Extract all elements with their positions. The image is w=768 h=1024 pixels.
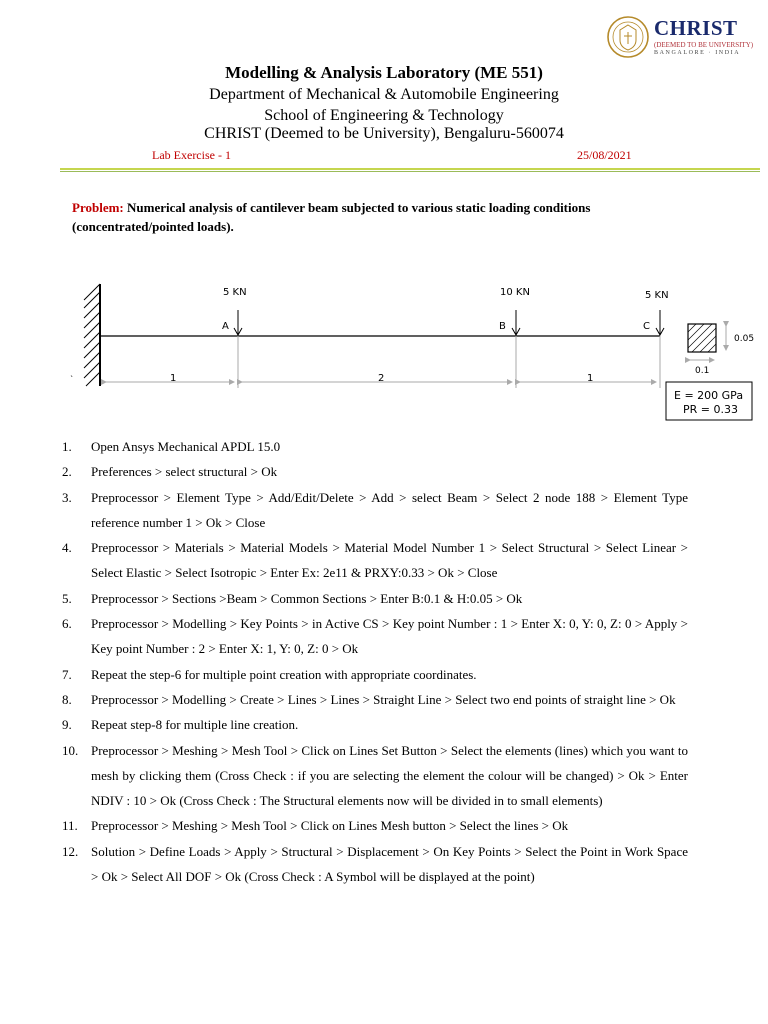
header-divider	[60, 168, 760, 170]
span-2-label: 2	[378, 373, 385, 384]
step-item: 2. Preferences > select structural > Ok	[62, 464, 278, 480]
load-b	[499, 287, 530, 335]
step-item: 9. Repeat step-8 for multiple line creation.	[62, 717, 299, 733]
load-b-point: B	[499, 321, 506, 332]
step-item: 7. Repeat the step-6 for multiple point creation with appropriate coordinates.	[62, 666, 477, 682]
load-a-point: A	[222, 321, 229, 332]
material-e: E = 200 GPa	[674, 389, 744, 402]
step-item: 6. Preprocessor > Modelling > Key Points > in Active CS > Key point Number : 1 > Enter X: 0, Y: 0, Z: 0 > Apply > Key point Number : 2 > Enter X: 1, Y: 0, Z: 0 > Ok	[62, 616, 688, 657]
cross-section	[688, 324, 726, 360]
problem-statement	[72, 198, 702, 236]
logo-wordmark: CHRIST	[654, 16, 738, 40]
section-width-label: 0.1	[695, 366, 710, 376]
load-a	[222, 287, 247, 335]
load-c	[643, 290, 669, 335]
problem-label: Problem:	[72, 200, 124, 215]
problem-text: Numerical analysis of cantilever beam subjected to various static loading conditions (concentrated/pointed loads).	[72, 200, 591, 234]
department-name: Department of Mechanical & Automobile Engineering	[209, 86, 559, 103]
course-title: Modelling & Analysis Laboratory (ME 551)	[225, 63, 543, 82]
load-a-value: 5 KN	[223, 287, 247, 298]
load-b-value: 10 KN	[500, 287, 530, 298]
university-logo	[606, 14, 756, 60]
logo-city: BANGALORE · INDIA	[654, 50, 741, 56]
svg-text:`: `	[70, 375, 74, 384]
span-1-label: 1	[170, 373, 177, 384]
logo-tagline: (DEEMED TO BE UNIVERSITY)	[654, 41, 754, 49]
step-item: 5. Preprocessor > Sections >Beam > Common Sections > Enter B:0.1 & H:0.05 > Ok	[62, 590, 523, 606]
step-item: 8. Preprocessor > Modelling > Create > Lines > Lines > Straight Line > Select two end points of straight line > Ok	[62, 691, 676, 707]
step-item: 10. Preprocessor > Meshing > Mesh Tool > Click on Lines Set Button > Select the elements (lines) which you want to mesh by clicking them (Cross Check : if you are selecting the element the colour will be changed) > Ok > Enter NDIV : 10 > Ok (Cross Check : The Structural elements now will be divided in to small elements)	[62, 742, 688, 809]
load-c-value: 5 KN	[645, 290, 669, 301]
cantilever-beam-diagram	[60, 278, 768, 428]
step-item: 4. Preprocessor > Materials > Material Models > Material Model Number 1 > Select Structural > Select Linear > Select Elastic > Select Isotropic > Enter Ex: 2e11 & PRXY:0.33 > Ok > Close	[62, 540, 688, 581]
span-3-label: 1	[587, 373, 594, 384]
step-item: 11. Preprocessor > Meshing > Mesh Tool > Click on Lines Mesh button > Select the lines > Ok	[62, 818, 569, 834]
step-item: 1. Open Ansys Mechanical APDL 15.0	[62, 439, 281, 454]
header-divider-thin	[60, 171, 760, 172]
material-pr: PR = 0.33	[683, 403, 738, 416]
lab-date: 25/08/2021	[577, 148, 632, 162]
load-c-point: C	[643, 321, 650, 332]
school-name: School of Engineering & Technology	[264, 107, 504, 124]
fixed-support	[70, 284, 100, 386]
section-height-label: 0.05	[734, 334, 755, 344]
step-item: 3. Preprocessor > Element Type > Add/Edit/Delete > Add > select Beam > Select 2 node 188 > Element Type reference number 1 > Ok > Close	[62, 489, 688, 530]
seal-icon	[606, 14, 650, 60]
university-name: CHRIST (Deemed to be University), Bengaluru-560074	[204, 125, 564, 142]
procedure-steps	[62, 434, 688, 889]
lab-exercise-label: Lab Exercise - 1	[152, 148, 231, 162]
step-item: 12. Solution > Define Loads > Apply > Structural > Displacement > On Key Points > Select the Point in Work Space > Ok > Select All DOF > Ok (Cross Check : A Symbol will be displayed at the point)	[62, 843, 688, 885]
